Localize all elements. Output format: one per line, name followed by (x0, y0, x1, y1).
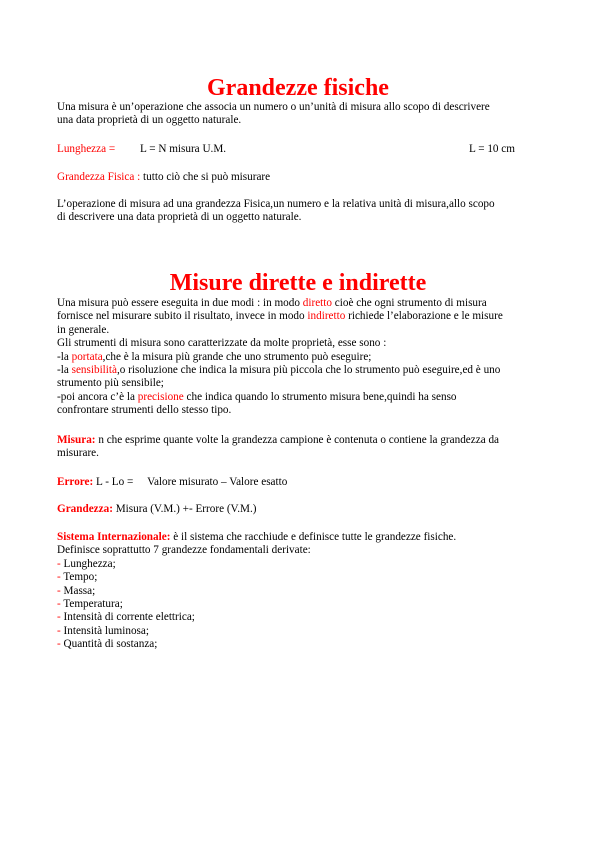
operazione-line-2: di descrivere una data proprietà di un oggetto naturale. (57, 211, 302, 224)
precisione-line-2: confrontare strumenti dello stesso tipo. (57, 404, 232, 417)
misura-definition (57, 434, 547, 461)
grandezza-fisica-label: Grandezza Fisica : (57, 171, 141, 183)
list-item-text: Quantità di sostanza; (63, 638, 158, 651)
lunghezza-row (57, 143, 547, 156)
heading-misure-dirette: Misure dirette e indirette (169, 270, 427, 296)
sensibilita-term: sensibilità (71, 364, 117, 377)
list-dash: - (57, 557, 64, 570)
si-list (57, 558, 547, 652)
list-item-text: Temperatura; (63, 598, 123, 611)
grandezza-row (57, 503, 547, 516)
precisione-term: precisione (137, 390, 184, 403)
misura-text-1: n che esprime quante volte la grandezza campione è contenuta o contiene la grandezza da (95, 434, 500, 446)
sensibilita-line-2: strumento più sensibile; (57, 377, 164, 390)
modi-paragraph (57, 297, 547, 418)
list-item (57, 585, 547, 598)
intro-line-2: una data proprietà di un oggetto naturale. (57, 114, 242, 127)
grandezza-label: Grandezza: (57, 503, 113, 515)
list-item (57, 571, 547, 584)
portata-pre: -la (57, 350, 72, 363)
misura-line-2: misurare. (57, 447, 99, 460)
precisione-post: che indica quando lo strumento misura bene,quindi ha senso (183, 390, 457, 403)
sistema-internazionale (57, 531, 547, 652)
modi-diretto: diretto (302, 297, 332, 309)
modi-line-2 (57, 310, 547, 323)
modi-line-3: in generale. (57, 323, 110, 336)
operazione-paragraph (57, 198, 547, 225)
list-item (57, 611, 547, 624)
grandezza-fisica-text: tutto ciò che si può misurare (140, 171, 271, 183)
portata-post: ,che è la misura più grande che uno strumento può eseguire; (102, 350, 372, 363)
precisione-pre: -poi ancora c’è la (57, 390, 138, 403)
errore-text: L - Lo = Valore misurato – Valore esatto (93, 476, 288, 488)
modi-text-3: fornisce nel misurare subito il risultato, invece in modo (57, 310, 308, 323)
portata-term: portata (71, 350, 103, 363)
list-item-text: Tempo; (63, 571, 98, 584)
lunghezza-example: L = 10 cm (469, 143, 515, 155)
grandezza-fisica-row (57, 171, 547, 184)
list-dash: - (57, 584, 64, 597)
list-item-text: Intensità di corrente elettrica; (63, 611, 195, 624)
intro-line-1: Una misura è un’operazione che associa un numero o un’unità di misura allo scopo di descrivere (57, 101, 490, 113)
modi-text-2: cioè che ogni strumento di misura (331, 297, 487, 309)
list-item-text: Intensità luminosa; (63, 624, 149, 637)
operazione-line-1: L’operazione di misura ad una grandezza Fisica,un numero e la relativa unità di misura,allo scopo (57, 198, 495, 210)
sensibilita-line (57, 364, 547, 377)
portata-line (57, 351, 547, 364)
list-item (57, 625, 547, 638)
si-line-2: Definisce soprattutto 7 grandezze fondamentali derivate: (57, 544, 311, 557)
list-dash: - (57, 624, 64, 637)
precisione-line (57, 391, 547, 404)
si-label: Sistema Internazionale: (57, 531, 171, 543)
grandezza-text: Misura (V.M.) +- Errore (V.M.) (112, 503, 257, 515)
sensibilita-pre: -la (57, 364, 72, 377)
intro-paragraph (57, 101, 547, 128)
list-item (57, 558, 547, 571)
list-item-text: Lunghezza; (63, 557, 116, 570)
heading-grandezze-fisiche: Grandezze fisiche (207, 75, 389, 101)
errore-label: Errore: (57, 476, 94, 488)
modi-text-4: richiede l’elaborazione e le misure (345, 310, 503, 323)
misura-label: Misura: (57, 434, 96, 446)
errore-row (57, 476, 547, 489)
list-item (57, 638, 547, 651)
modi-indiretto: indiretto (307, 310, 346, 323)
list-dash: - (57, 638, 64, 651)
list-item-text: Massa; (63, 584, 96, 597)
sensibilita-post: ,o risoluzione che indica la misura più piccola che lo strumento può eseguire,ed è uno (116, 364, 501, 377)
list-item (57, 598, 547, 611)
modi-line-1 (57, 297, 547, 310)
strumenti-line-1: Gli strumenti di misura sono caratterizzate da molte proprietà, esse sono : (57, 337, 387, 350)
lunghezza-formula: L = N misura U.M. (140, 143, 227, 155)
list-dash: - (57, 598, 64, 611)
list-dash: - (57, 571, 64, 584)
si-text: è il sistema che racchiude e definisce tutte le grandezze fisiche. (170, 531, 457, 543)
si-line-1 (57, 531, 547, 544)
modi-text-1: Una misura può essere eseguita in due modi : in modo (57, 297, 303, 309)
list-dash: - (57, 611, 64, 624)
lunghezza-label: Lunghezza = (57, 143, 116, 155)
misura-line-1 (57, 434, 547, 447)
